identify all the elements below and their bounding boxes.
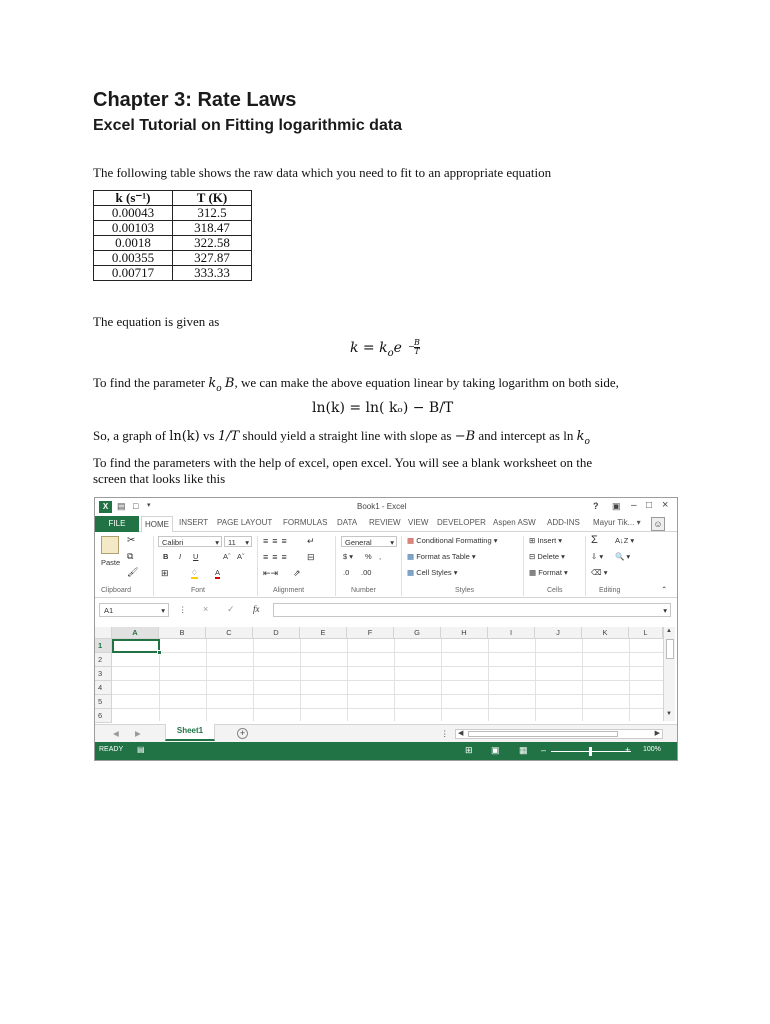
tab-formulas[interactable]: FORMULAS	[283, 518, 328, 527]
column-header[interactable]: E	[300, 627, 347, 639]
ribbon-home	[95, 532, 677, 598]
param-k: k	[208, 376, 217, 391]
conditional-formatting-button[interactable]: ▦ Conditional Formatting ▾	[407, 536, 498, 545]
tab-aspen-asw[interactable]: Aspen ASW	[493, 518, 536, 527]
log-equation: ln(k) = ln( kₒ) − B/T	[312, 400, 454, 416]
gridline	[582, 639, 583, 721]
scroll-thumb[interactable]	[468, 731, 618, 737]
save-icon[interactable]: ▤	[117, 501, 126, 511]
group-editing: Editing	[599, 587, 621, 594]
table-row	[94, 236, 252, 251]
scroll-thumb[interactable]	[666, 639, 674, 659]
insert-cells-button[interactable]: ⊞ Insert ▾	[529, 536, 562, 545]
gridline	[394, 639, 395, 721]
row-header[interactable]: 6	[95, 709, 112, 723]
indent-icon[interactable]: ⇤⇥	[263, 568, 279, 578]
table-row	[94, 206, 252, 221]
column-header[interactable]: J	[535, 627, 582, 639]
underline-icon[interactable]: U	[193, 552, 199, 561]
window-title: Book1 - Excel	[357, 502, 407, 511]
linearize-text-1: To find the parameter	[93, 375, 209, 390]
excel-window	[94, 497, 678, 761]
format-as-table-button[interactable]: ▦ Format as Table ▾	[407, 552, 476, 561]
rate-equation	[350, 338, 420, 364]
status-bar	[95, 742, 677, 760]
group-number: Number	[351, 587, 376, 594]
ribbon-display-icon[interactable]: ▣	[612, 501, 621, 511]
decrease-decimal-icon[interactable]: .00	[361, 568, 372, 577]
insert-icon: ⊞	[529, 536, 536, 545]
insert-function-icon[interactable]: fx	[253, 604, 260, 614]
column-header[interactable]: B	[159, 627, 206, 639]
scroll-up-icon[interactable]: ▲	[666, 628, 672, 634]
page-break-view-icon[interactable]: ▦	[519, 745, 528, 755]
format-icon: ▦	[529, 568, 537, 577]
paste-icon[interactable]	[101, 536, 119, 554]
divider	[153, 536, 154, 596]
zoom-out-icon[interactable]: –	[541, 745, 547, 755]
chapter-title: Chapter 3: Rate Laws	[93, 89, 297, 111]
eq1-exponent: − B T	[408, 338, 420, 356]
tab-split-icon[interactable]: ⋮	[441, 729, 449, 738]
column-header[interactable]: L	[629, 627, 663, 639]
active-cell-a1[interactable]	[112, 639, 160, 653]
raw-data-table	[93, 190, 252, 281]
eq1-exp-den: T	[414, 347, 420, 356]
scroll-down-icon[interactable]: ▼	[666, 711, 672, 717]
cell-styles-icon: ▦	[407, 568, 415, 577]
tab-file[interactable]: FILE	[95, 516, 139, 532]
col-header-t: T (K)	[173, 191, 252, 206]
collapse-ribbon-icon[interactable]: ⌃	[661, 585, 668, 594]
eq1-lhs: k = k	[350, 340, 388, 356]
table-row	[94, 221, 252, 236]
graph-paragraph	[93, 428, 590, 450]
next-sheet-icon[interactable]: ▶	[135, 729, 141, 738]
param-b: B	[224, 376, 235, 391]
group-clipboard: Clipboard	[101, 587, 131, 594]
fill-handle[interactable]	[157, 650, 162, 655]
formula-options-icon[interactable]: ⋮	[179, 605, 187, 614]
table-row	[94, 266, 252, 281]
table-row	[94, 251, 252, 266]
eq1-sub: o	[387, 347, 394, 359]
fill-icon[interactable]: ⇩ ▾	[591, 552, 604, 561]
gridline	[112, 666, 663, 667]
eq1-exp-num: B	[414, 338, 420, 347]
linearize-text-2: , we can make the above equation linear by taking logarithm on both side,	[234, 375, 619, 390]
graph-text-4: and intercept as ln	[475, 428, 577, 443]
graph-ln: ln(k)	[169, 429, 200, 444]
zoom-slider-thumb[interactable]	[589, 747, 592, 756]
graph-slope: −B	[454, 429, 476, 444]
increase-decimal-icon[interactable]: .0	[343, 568, 350, 577]
paste-label[interactable]: Paste	[101, 558, 121, 567]
equation-intro: The equation is given as	[93, 314, 220, 329]
gridline	[347, 639, 348, 721]
table-header-row	[94, 191, 252, 206]
excel-paragraph-1: To find the parameters with the help of excel, open excel. You will see a blank worksheet on the	[93, 455, 593, 470]
bold-icon[interactable]: B	[163, 552, 169, 561]
enter-icon[interactable]: ✓	[227, 604, 235, 614]
format-cells-button[interactable]: ▦ Format ▾	[529, 568, 568, 577]
param-o: o	[216, 383, 222, 394]
vertical-align-icons[interactable]: ≡≡≡	[263, 536, 291, 546]
gridline	[488, 639, 489, 721]
column-header[interactable]: G	[394, 627, 441, 639]
delete-cells-button[interactable]: ⊟ Delete ▾	[529, 552, 565, 561]
column-header[interactable]: D	[253, 627, 300, 639]
row-header[interactable]: 5	[95, 695, 112, 709]
excel-paragraph-2: screen that looks like this	[93, 471, 226, 486]
merge-center-icon[interactable]: ⊟	[307, 552, 315, 562]
cell-t: 318.47	[173, 221, 252, 236]
gridline	[300, 639, 301, 721]
graph-text-2: vs	[199, 428, 218, 443]
divider	[585, 536, 586, 596]
cell-k: 0.00043	[94, 206, 173, 221]
row-header[interactable]: 3	[95, 667, 112, 681]
eq1-base: e	[393, 340, 402, 356]
clear-icon[interactable]: ⌫ ▾	[591, 568, 608, 577]
excel-logo-icon: X	[99, 501, 112, 513]
linearize-paragraph	[93, 375, 619, 397]
col-header-k: k (s⁻¹)	[94, 191, 173, 206]
ribbon-tabs	[95, 516, 677, 532]
conditional-formatting-icon: ▦	[407, 536, 415, 545]
gridline	[629, 639, 630, 721]
group-font: Font	[191, 587, 206, 594]
wrap-text-icon[interactable]: ↵	[307, 536, 315, 546]
zoom-level[interactable]: 100%	[643, 746, 661, 753]
borders-icon[interactable]: ⊞	[161, 568, 169, 578]
sort-filter-icon[interactable]: A↓Z ▾	[615, 536, 635, 545]
tab-home[interactable]: HOME	[141, 516, 173, 533]
column-header[interactable]: I	[488, 627, 535, 639]
fill-color-icon[interactable]: ♢	[191, 568, 198, 577]
name-box[interactable]: A1 ▾	[99, 603, 169, 617]
status-text: READY	[99, 746, 124, 753]
comma-icon[interactable]: ,	[379, 552, 382, 561]
normal-view-icon[interactable]: ⊞	[465, 745, 473, 755]
zoom-in-icon[interactable]: +	[625, 745, 631, 755]
orientation-icon[interactable]: ⇗	[293, 568, 301, 578]
customize-qat-icon[interactable]: ▾	[147, 502, 151, 509]
shrink-font-icon[interactable]: Aˇ	[237, 552, 245, 561]
autosum-icon[interactable]: Σ	[591, 534, 598, 546]
italic-icon[interactable]: I	[179, 552, 182, 561]
row-header[interactable]: 1	[95, 639, 112, 653]
delete-icon: ⊟	[529, 552, 536, 561]
worksheet-grid	[95, 627, 677, 721]
gridline	[253, 639, 254, 721]
font-name-select[interactable]: Calibri ▾	[158, 536, 222, 547]
cell-k: 0.00717	[94, 266, 173, 281]
graph-inv: 1/T	[217, 429, 240, 444]
gridline	[441, 639, 442, 721]
graph-o: o	[584, 436, 590, 447]
column-header[interactable]: H	[441, 627, 488, 639]
cell-k: 0.00103	[94, 221, 173, 236]
help-icon[interactable]: ?	[593, 501, 599, 511]
cell-styles-button[interactable]: ▦ Cell Styles ▾	[407, 568, 458, 577]
cell-k: 0.0018	[94, 236, 173, 251]
select-all-corner[interactable]	[95, 627, 112, 639]
cell-t: 312.5	[173, 206, 252, 221]
cell-t: 322.58	[173, 236, 252, 251]
gridline	[112, 694, 663, 695]
divider	[401, 536, 402, 596]
gridline	[112, 680, 663, 681]
cancel-icon[interactable]: ×	[203, 604, 209, 614]
cell-t: 327.87	[173, 251, 252, 266]
currency-icon[interactable]: $ ▾	[343, 552, 354, 561]
divider	[523, 536, 524, 596]
tab-add-ins[interactable]: ADD-INS	[547, 518, 580, 527]
scroll-left-icon[interactable]: ◀	[458, 730, 464, 737]
column-header[interactable]: A	[112, 627, 159, 639]
column-header[interactable]: F	[347, 627, 394, 639]
intro-paragraph: The following table shows the raw data which you need to fit to an appropriate equation	[93, 165, 552, 180]
tab-review[interactable]: REVIEW	[369, 518, 401, 527]
new-doc-icon[interactable]: □	[133, 501, 139, 511]
vertical-scrollbar[interactable]	[663, 627, 675, 721]
number-format-select[interactable]: General ▾	[341, 536, 397, 547]
macro-record-icon[interactable]: ▤	[137, 745, 145, 754]
divider	[257, 536, 258, 596]
cut-icon[interactable]: ✂	[127, 535, 136, 546]
gridline	[535, 639, 536, 721]
group-cells: Cells	[547, 587, 563, 594]
gridline	[112, 652, 663, 653]
copy-icon[interactable]: ⧉	[127, 551, 134, 561]
maximize-icon[interactable]: □	[646, 500, 653, 511]
gridline	[112, 708, 663, 709]
gridline	[206, 639, 207, 721]
tutorial-subtitle: Excel Tutorial on Fitting logarithmic data	[93, 117, 403, 134]
avatar[interactable]: ☺	[651, 517, 665, 531]
format-table-icon: ▦	[407, 552, 415, 561]
horizontal-align-icons[interactable]: ≡≡≡	[263, 552, 291, 562]
horizontal-scrollbar[interactable]	[455, 729, 663, 739]
graph-text-3: should yield a straight line with slope as	[239, 428, 455, 443]
cell-t: 333.33	[173, 266, 252, 281]
prev-sheet-icon[interactable]: ◀	[113, 729, 119, 738]
minimize-icon[interactable]: –	[631, 500, 637, 511]
graph-k: k	[576, 429, 585, 444]
font-size-select[interactable]: 11 ▾	[224, 536, 252, 547]
formula-bar	[95, 599, 677, 623]
close-icon[interactable]: ×	[662, 499, 669, 511]
tab-view[interactable]: VIEW	[408, 518, 429, 527]
row-header[interactable]: 2	[95, 653, 112, 667]
tab-developer[interactable]: DEVELOPER	[437, 518, 486, 527]
group-alignment: Alignment	[273, 587, 305, 594]
new-sheet-icon[interactable]: +	[237, 728, 248, 739]
grow-font-icon[interactable]: Aˆ	[223, 552, 231, 561]
column-header[interactable]: C	[206, 627, 253, 639]
tab-data[interactable]: DATA	[337, 518, 358, 527]
formula-input[interactable]: ▾	[273, 603, 671, 617]
format-painter-icon[interactable]: 🖌	[127, 567, 139, 577]
font-color-icon[interactable]: A	[215, 568, 221, 577]
column-header[interactable]: K	[582, 627, 629, 639]
percent-icon[interactable]: %	[365, 552, 372, 561]
find-select-icon[interactable]: 🔍 ▾	[615, 552, 631, 561]
divider	[335, 536, 336, 596]
graph-text-1: So, a graph of	[93, 428, 170, 443]
tab-page-layout[interactable]: PAGE LAYOUT	[217, 518, 273, 527]
scroll-right-icon[interactable]: ▶	[654, 730, 660, 737]
excel-titlebar	[95, 498, 677, 516]
row-header[interactable]: 4	[95, 681, 112, 695]
account-name[interactable]: Mayur Tik... ▾	[593, 518, 641, 527]
sheet-tab-sheet1[interactable]: Sheet1	[165, 724, 215, 741]
tab-insert[interactable]: INSERT	[179, 518, 209, 527]
group-styles: Styles	[455, 587, 475, 594]
page-layout-view-icon[interactable]: ▣	[491, 745, 500, 755]
cell-k: 0.00355	[94, 251, 173, 266]
sheet-tab-bar	[95, 724, 677, 742]
